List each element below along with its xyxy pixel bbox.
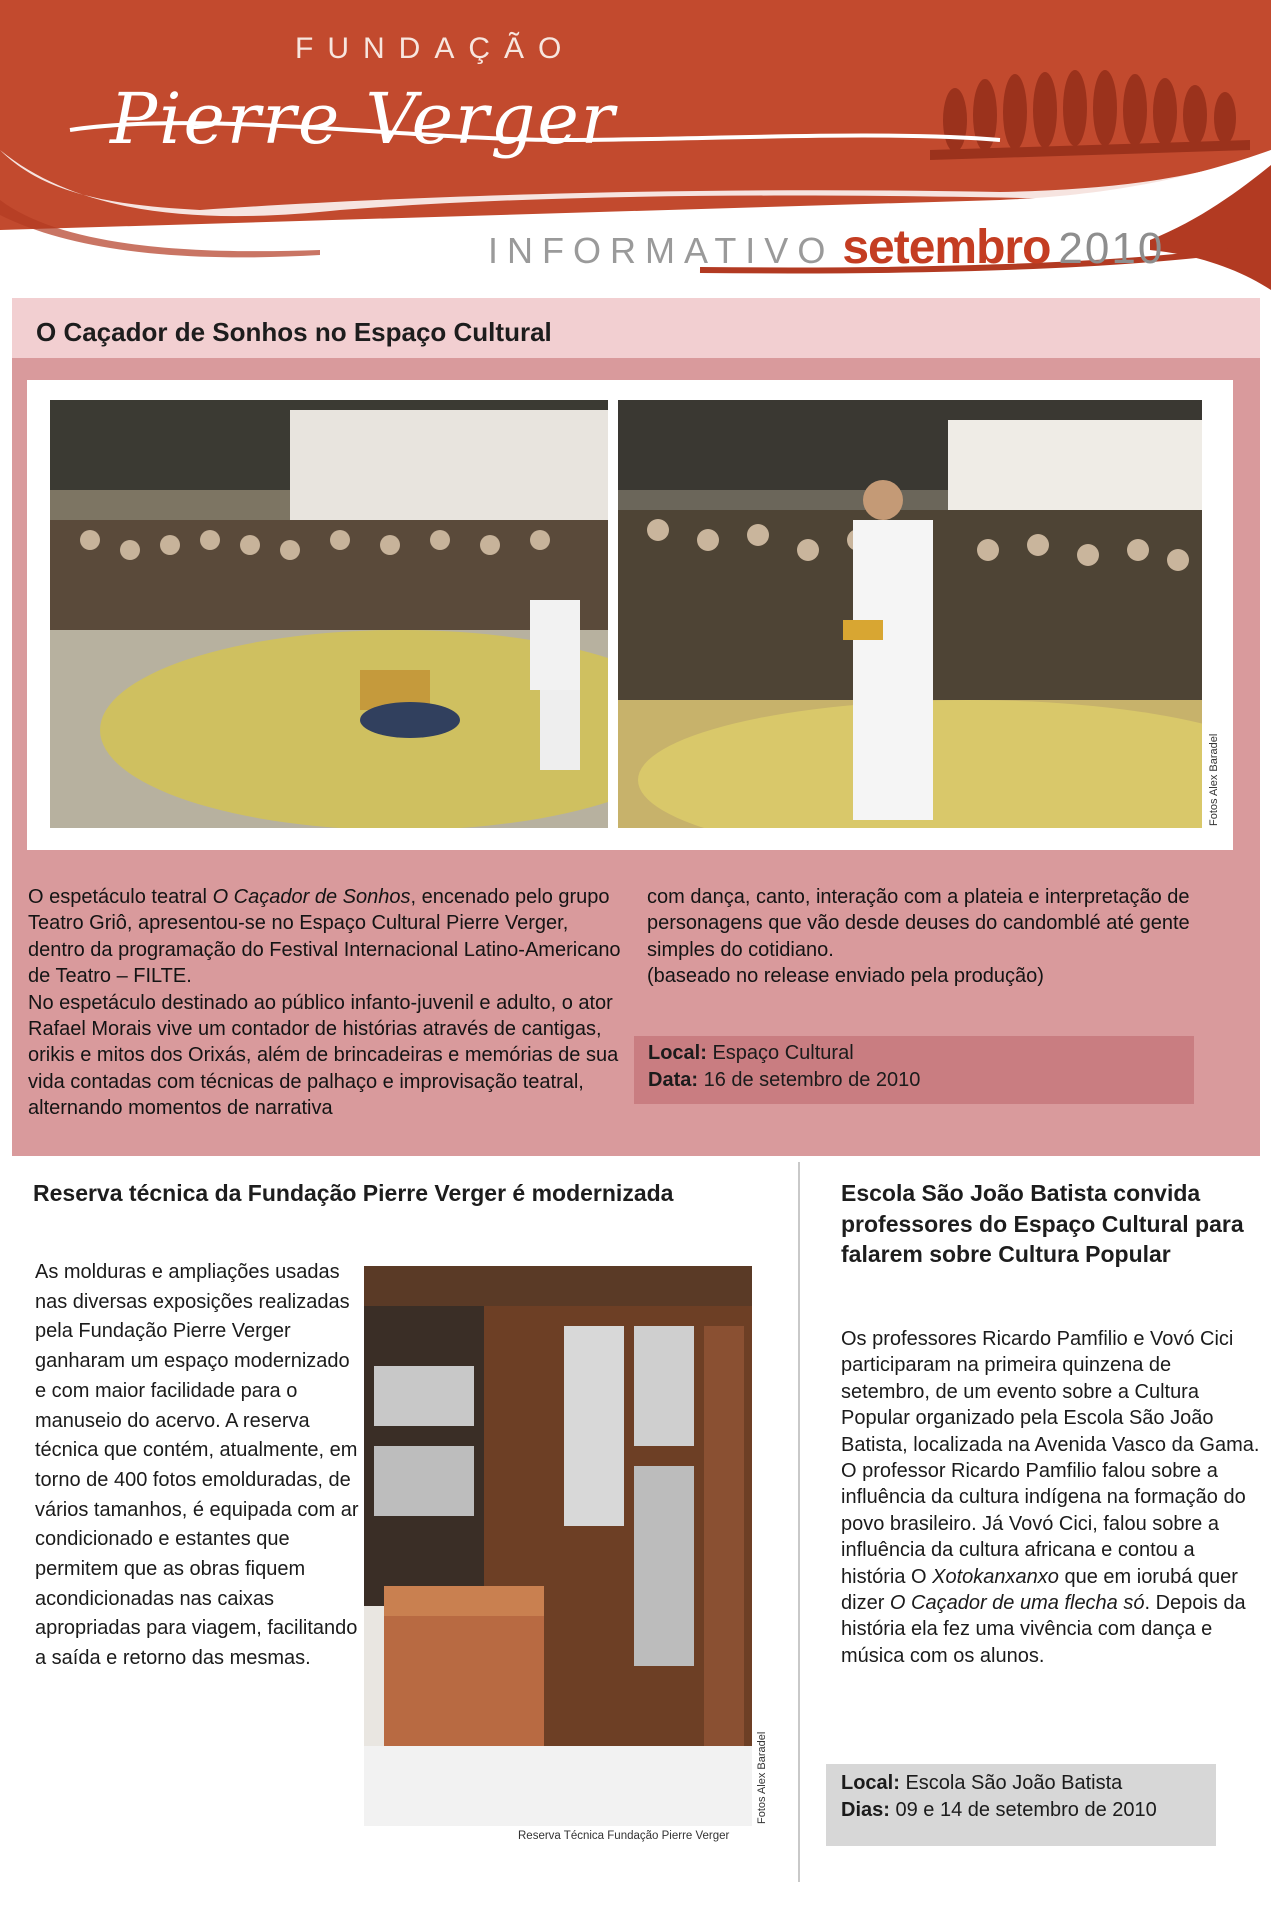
text-span: O espetáculo teatral xyxy=(28,886,213,908)
story-title: Xotokanxanxo xyxy=(932,1565,1059,1588)
text-span: que em iorubá quer dizer xyxy=(841,1565,1238,1615)
local-label: Local: xyxy=(648,1042,707,1064)
theatre-photo-2 xyxy=(618,400,1202,828)
local-value: Espaço Cultural xyxy=(706,1042,854,1064)
section1-text-column-2 xyxy=(647,884,1247,990)
column-divider xyxy=(798,1162,800,1882)
story-translation: O Caçador de uma flecha só xyxy=(889,1592,1145,1615)
section2-text: As molduras e ampliações usadas nas diversas exposições realizadas pela Fundação Pierre Verger ganharam um espaço modernizado e com maior facilidade para o manuseio do acervo. A reserva técnica que contém, atualmente, em torno de 400 fotos emolduradas, de vários tamanhos, é equipada com ar condicionado e estantes que permitem que as obras fiquem acondicionadas nas caixas apropriadas para viagem, facilitando a saída e retorno das mesmas. xyxy=(35,1261,359,1670)
section1-paragraph-1 xyxy=(28,884,628,990)
theatre-photo-1 xyxy=(50,400,608,828)
local-label: Local: xyxy=(841,1772,900,1794)
section1-title: O Caçador de Sonhos no Espaço Cultural xyxy=(36,317,552,347)
section1-paragraph-3: com dança, canto, interação com a plateia e interpretação de personagens que vão desde deuses do candomblé até gente simples do cotidiano. xyxy=(647,886,1190,961)
photo-credit: Fotos Alex Baradel xyxy=(1208,733,1220,826)
event-info-2 xyxy=(841,1770,1157,1824)
section1-text-column-1 xyxy=(28,884,628,1122)
newsletter-masthead xyxy=(488,220,1164,275)
org-label: FUNDAÇÃO xyxy=(295,32,576,65)
newsletter-label: INFORMATIVO xyxy=(488,230,835,271)
text-span: , encenado pelo grupo Teatro Griô, apresentou-se no Espaço Cultural Pierre Verger, dentro da programação do Festival Internacional Latino-Americano de Teatro – FILTE. xyxy=(28,886,621,988)
archive-room-photo xyxy=(364,1266,752,1826)
archive-photo-caption: Reserva Técnica Fundação Pierre Verger xyxy=(518,1830,730,1842)
section1-paragraph-2: No espetáculo destinado ao público infanto-juvenil e adulto, o ator Rafael Morais vive um contador de histórias através de cantigas, orikis e mitos dos Orixás, além de brincadeiras e memórias de sua vida contadas com técnicas de palhaço e improvisação teatral, alternando momentos de narrativa xyxy=(28,991,619,1120)
issue-month: setembro xyxy=(842,221,1051,274)
brand-logo-signature: Pierre Verger xyxy=(110,78,617,160)
text-span: . Depois da história ela fez uma vivência com dança e música com os alunos. xyxy=(841,1592,1246,1667)
days-label: Dias: xyxy=(841,1799,890,1821)
event-info xyxy=(648,1040,920,1094)
newsletter-header xyxy=(0,0,1271,290)
date-value: 16 de setembro de 2010 xyxy=(698,1069,921,1091)
section3-title: Escola São João Batista convida professores do Espaço Cultural para falarem sobre Cultura Popular xyxy=(841,1180,1244,1267)
play-title: O Caçador de Sonhos xyxy=(212,886,411,908)
days-value: 09 e 14 de setembro de 2010 xyxy=(889,1799,1157,1821)
photo-credit-2: Fotos Alex Baradel xyxy=(756,1731,768,1824)
text-span: Os professores Ricardo Pamfilio e Vovó Cici participaram na primeira quinzena de setembro, de um evento sobre a Cultura Popular organizado pela Escola São João Batista, localizada na Avenida Vasco da Gama. O professor Ricardo Pamfilio falou sobre a influência da cultura indígena na formação do povo brasileiro. Já Vovó Cici, falou sobre a influência da cultura africana e contou a história O xyxy=(841,1328,1260,1588)
section3-text xyxy=(841,1326,1261,1669)
section2-title: Reserva técnica da Fundação Pierre Verger é modernizada xyxy=(33,1180,674,1206)
section1-source-note: (baseado no release enviado pela produção) xyxy=(647,965,1044,988)
issue-year: 2010 xyxy=(1058,224,1165,273)
date-label: Data: xyxy=(648,1069,699,1091)
local-value: Escola São João Batista xyxy=(899,1772,1123,1794)
